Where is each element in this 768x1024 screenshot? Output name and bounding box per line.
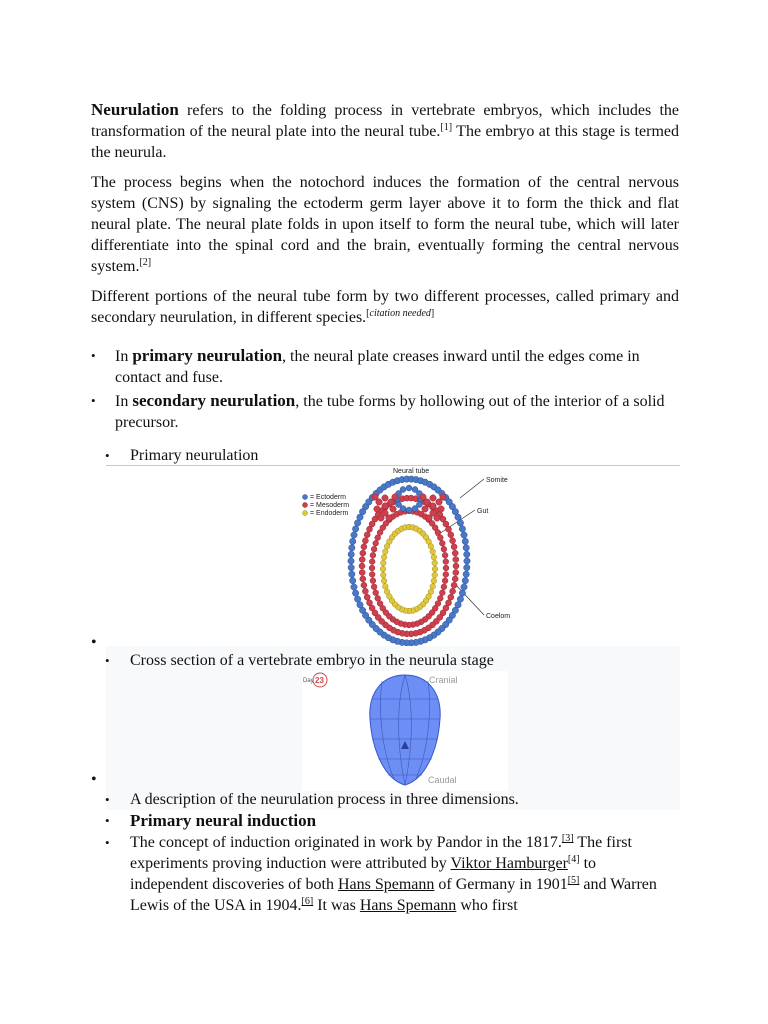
ectoderm-bead: [348, 564, 354, 570]
legend-ectoderm-swatch: [303, 495, 308, 500]
mesoderm-bead: [437, 595, 443, 601]
label-caudal: Caudal: [428, 775, 457, 785]
ectoderm-bead: [349, 571, 355, 577]
neurulation-types-list: [91, 345, 679, 433]
legend-endoderm-swatch: [303, 511, 308, 516]
mesoderm-bead: [377, 601, 383, 607]
mesoderm-bead: [439, 540, 445, 546]
list-item: • In primary neurulation, the neural plate creases inward until the edges come in contact and fuse.: [91, 345, 679, 388]
mesoderm-bead: [367, 600, 373, 606]
ectoderm-bead: [457, 596, 463, 602]
mesoderm-bead: [370, 552, 376, 558]
ectoderm-bead: [357, 602, 363, 608]
mesoderm-bead: [448, 532, 454, 538]
ectoderm-bead: [463, 571, 469, 577]
citation-6[interactable]: [6]: [301, 896, 314, 907]
mesoderm-bead: [446, 526, 452, 532]
ectoderm-bead: [457, 520, 463, 526]
mesoderm-bead: [453, 563, 459, 569]
mesoderm-bead: [441, 546, 447, 552]
ectoderm-bead: [352, 590, 358, 596]
mesoderm-bead: [371, 546, 377, 552]
ectoderm-bead: [462, 538, 468, 544]
ectoderm-bead: [354, 520, 360, 526]
somite-bead: [386, 515, 392, 521]
mesoderm-bead: [359, 563, 365, 569]
ectoderm-bead: [350, 577, 356, 583]
ectoderm-bead: [464, 551, 470, 557]
intro-paragraph: Neurulation refers to the folding process in vertebrate embryos, which includes the transformation of the neural plate into the neural tube.[1] The embryo at this stage is termed the neurula.: [91, 100, 679, 161]
gallery-bullet-2: •: [91, 771, 97, 788]
somite-bead: [390, 506, 396, 512]
endoderm-bead: [381, 572, 387, 578]
induction-paragraph: • The concept of induction originated in work by Pandor in the 1817.[3] The first experiments proving induction were attributed by Viktor Hamburger[4] to independent discoveries of both Hans Spemann of Germany in 1901[5] and Warren Lewis of the USA in 1904.[6] It was Hans Spemann who first: [91, 832, 670, 916]
mesoderm-bead: [375, 595, 381, 601]
mesoderm-bead: [452, 550, 458, 556]
gallery-item-title: • Primary neurulation: [91, 445, 258, 466]
mesoderm-bead: [360, 576, 366, 582]
mesoderm-bead: [450, 588, 456, 594]
mesoderm-bead: [360, 550, 366, 556]
citation-3[interactable]: [3]: [561, 833, 574, 844]
neural-3d-diagram: [302, 671, 508, 791]
mesoderm-bead: [359, 557, 365, 563]
somite-bead: [426, 515, 432, 521]
neural-tube-bead: [396, 502, 402, 508]
mesoderm-bead: [443, 565, 449, 571]
link-viktor-hamburger[interactable]: Viktor Hamburger: [450, 855, 568, 872]
somite-bead: [422, 506, 428, 512]
mesoderm-bead: [375, 535, 381, 541]
endoderm-bead: [428, 544, 434, 550]
mesoderm-bead: [451, 544, 457, 550]
mesoderm-bead: [442, 578, 448, 584]
endoderm-bead: [432, 572, 438, 578]
mesoderm-bead: [364, 532, 370, 538]
citation-1[interactable]: [1]: [440, 122, 453, 133]
somite-bead: [434, 515, 440, 521]
mesoderm-bead: [362, 588, 368, 594]
link-hans-spemann[interactable]: Hans Spemann: [337, 876, 435, 893]
somite-bead: [382, 495, 388, 501]
label-cranial: Cranial: [429, 675, 458, 685]
gallery-bullet-1: •: [91, 634, 97, 651]
mesoderm-bead: [450, 538, 456, 544]
term-neurulation: Neurulation: [91, 100, 179, 119]
ectoderm-bead: [350, 538, 356, 544]
endoderm-bead: [430, 549, 436, 555]
ectoderm-bead: [459, 526, 465, 532]
endoderm-bead: [383, 549, 389, 555]
mesoderm-bead: [364, 594, 370, 600]
mesoderm-bead: [369, 572, 375, 578]
ectoderm-bead: [464, 558, 470, 564]
endoderm-bead: [381, 560, 387, 566]
ectoderm-bead: [459, 590, 465, 596]
ectoderm-bead: [461, 532, 467, 538]
mesoderm-bead: [452, 576, 458, 582]
caption-list-1: [91, 650, 671, 671]
gallery-title-list: [91, 445, 258, 466]
mesoderm-bead: [448, 594, 454, 600]
endoderm-bead: [381, 554, 387, 560]
link-hans-spemann-2[interactable]: Hans Spemann: [359, 897, 457, 914]
neurulation-3d-figure[interactable]: [302, 671, 508, 791]
endoderm-bead: [431, 554, 437, 560]
somite-bead: [392, 494, 398, 500]
mesoderm-bead: [443, 559, 449, 565]
list-item: • In secondary neurulation, the tube forms by hollowing out of the interior of a solid precursor.: [91, 390, 679, 433]
somite-bead: [378, 515, 384, 521]
mesoderm-bead: [370, 578, 376, 584]
label-coelom: Coelom: [486, 613, 511, 620]
mesoderm-bead: [369, 559, 375, 565]
ectoderm-bead: [462, 577, 468, 583]
endoderm-bead: [384, 589, 390, 595]
mesoderm-bead: [371, 584, 377, 590]
mesoderm-bead: [361, 544, 367, 550]
ectoderm-bead: [351, 532, 357, 538]
endoderm-bead: [431, 578, 437, 584]
neural-tube-bead: [406, 507, 412, 513]
process-paragraph: The process begins when the notochord induces the formation of the central nervous system (CNS) by signaling the ectoderm germ layer above it to form the thick and flat neural plate. The neural plate folds in upon itself to form the neural tube, which will later differentiate into the spinal cord and the brain, eventually forming the central nervous system.[2]: [91, 174, 679, 275]
gallery-caption-1: • Cross section of a vertebrate embryo in the neurula stage: [91, 650, 671, 671]
neural-tube-bead: [412, 506, 418, 512]
label-gut: Gut: [477, 508, 489, 515]
mesoderm-bead: [373, 540, 379, 546]
mesoderm-bead: [361, 582, 367, 588]
mesoderm-bead: [439, 590, 445, 596]
endoderm-bead: [432, 560, 438, 566]
somite-bead: [438, 506, 444, 512]
legend-mesoderm: = Mesoderm: [310, 502, 350, 509]
portions-paragraph: Different portions of the neural tube form by two different processes, called primary and secondary neurulation, in different species.[citation needed]: [91, 288, 679, 326]
mesoderm-bead: [373, 590, 379, 596]
endoderm-bead: [432, 566, 438, 572]
label-somite: Somite: [486, 477, 508, 484]
endoderm-bead: [380, 566, 386, 572]
legend-mesoderm-swatch: [303, 503, 308, 508]
day-label: Day: [303, 678, 314, 684]
citation-5[interactable]: [5]: [567, 875, 580, 886]
citation-2[interactable]: [2]: [139, 257, 152, 268]
mesoderm-bead: [359, 570, 365, 576]
citation-needed[interactable]: [citation needed]: [366, 308, 435, 319]
somite-bead: [372, 494, 378, 500]
somite-bead: [420, 494, 426, 500]
ectoderm-bead: [461, 584, 467, 590]
embryo-diagram: [106, 466, 680, 646]
endoderm-bead: [383, 584, 389, 590]
day-number: 23: [315, 676, 324, 685]
neurula-cross-section-figure[interactable]: [106, 466, 680, 646]
ectoderm-bead: [352, 526, 358, 532]
mesoderm-bead: [362, 538, 368, 544]
legend-ectoderm: = Ectoderm: [310, 494, 346, 501]
neural-tube-bead: [406, 485, 412, 491]
mesoderm-bead: [443, 572, 449, 578]
mesoderm-bead: [437, 535, 443, 541]
mesoderm-bead: [451, 582, 457, 588]
mesoderm-bead: [453, 570, 459, 576]
section-heading: • Primary neural induction: [91, 810, 691, 832]
ectoderm-bead: [463, 545, 469, 551]
ectoderm-bead: [455, 514, 461, 520]
legend-endoderm: = Endoderm: [310, 510, 349, 517]
gallery-caption-2: • A description of the neurulation process in three dimensions.: [91, 789, 691, 810]
article-body: [91, 99, 679, 435]
mesoderm-bead: [369, 565, 375, 571]
neural-tube-bead: [400, 487, 406, 493]
induction-list: [91, 789, 691, 916]
mesoderm-bead: [453, 557, 459, 563]
mesoderm-bead: [442, 552, 448, 558]
ectoderm-bead: [348, 558, 354, 564]
ectoderm-bead: [351, 584, 357, 590]
endoderm-bead: [430, 584, 436, 590]
mesoderm-bead: [441, 584, 447, 590]
ectoderm-bead: [349, 545, 355, 551]
ectoderm-bead: [464, 564, 470, 570]
somite-bead: [430, 495, 436, 501]
ectoderm-bead: [354, 596, 360, 602]
somite-bead: [374, 506, 380, 512]
citation-4[interactable]: [4]: [567, 854, 580, 865]
endoderm-bead: [381, 578, 387, 584]
ectoderm-bead: [348, 551, 354, 557]
somite-bead: [430, 503, 436, 509]
embryo-rings: [348, 476, 470, 646]
mesoderm-bead: [435, 530, 441, 536]
somite-bead: [440, 494, 446, 500]
label-neural-tube: Neural tube: [393, 468, 430, 475]
image-gallery: [91, 465, 680, 810]
somite-bead: [382, 503, 388, 509]
